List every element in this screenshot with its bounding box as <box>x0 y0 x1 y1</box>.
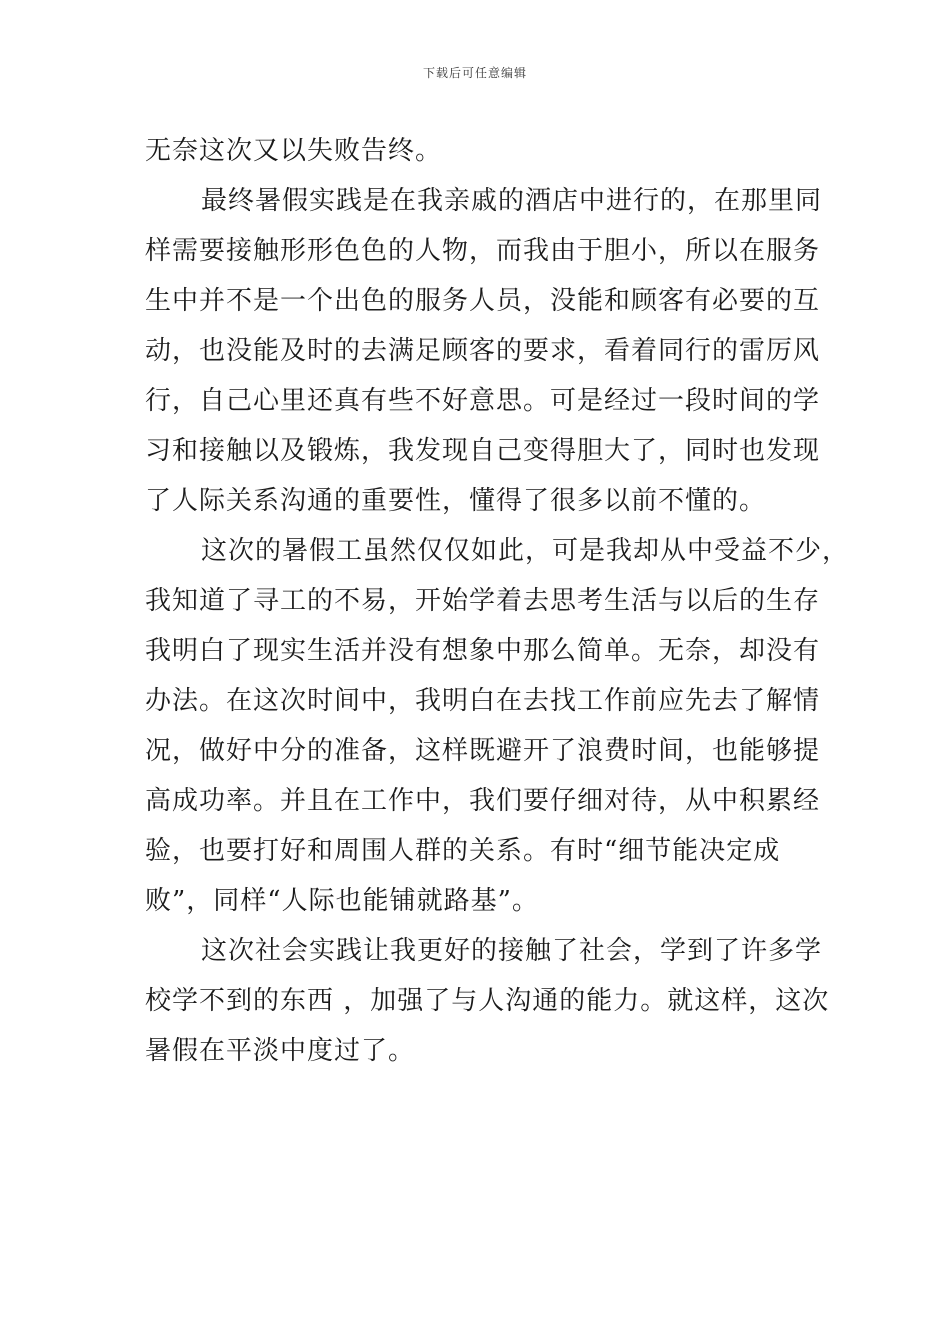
text-line: 无奈这次又以失败告终。 <box>145 136 443 166</box>
text-line: 办法。在这次时间中，我明白在去找工作前应先去了解情 <box>145 686 821 716</box>
text-line: 我明白了现实生活并没有想象中那么简单。无奈，却没有 <box>145 636 821 666</box>
document-body <box>145 126 850 1076</box>
text-line: 况，做好中分的准备，这样既避开了浪费时间，也能够提 <box>145 736 821 766</box>
paragraph-start-line: 这次社会实践让我更好的接触了社会，学到了许多学 <box>201 936 823 966</box>
text-line: 暑假在平淡中度过了。 <box>145 1036 416 1066</box>
text-line: 行，自己心里还真有些不好意思。可是经过一段时间的学 <box>145 386 821 416</box>
text-line: 习和接触以及锻炼，我发现自己变得胆大了，同时也发现 <box>145 436 821 466</box>
text-line: 校学不到的东西 ，加强了与人沟通的能力。就这样，这次 <box>145 986 830 1016</box>
text-line: 了人际关系沟通的重要性，懂得了很多以前不懂的。 <box>145 486 767 516</box>
text-line: 生中并不是一个出色的服务人员，没能和顾客有必要的互 <box>145 286 821 316</box>
text-line: 动，也没能及时的去满足顾客的要求，看着同行的雷厉风 <box>145 336 821 366</box>
header-note: 下载后可任意编辑 <box>422 66 527 80</box>
text-line: 我知道了寻工的不易，开始学着去思考生活与以后的生存 <box>145 586 821 616</box>
text-line: 验，也要打好和周围人群的关系。有时“细节能决定成 <box>145 836 781 866</box>
text-line: 败”，同样“人际也能铺就路基”。 <box>145 886 539 916</box>
paragraph-start-line: 最终暑假实践是在我亲戚的酒店中进行的，在那里同 <box>201 186 823 216</box>
paragraph-start-line: 这次的暑假工虽然仅仅如此，可是我却从中受益不少， <box>201 536 850 566</box>
text-line: 高成功率。并且在工作中，我们要仔细对待，从中积累经 <box>145 786 821 816</box>
text-line: 样需要接触形形色色的人物，而我由于胆小，所以在服务 <box>145 236 821 266</box>
